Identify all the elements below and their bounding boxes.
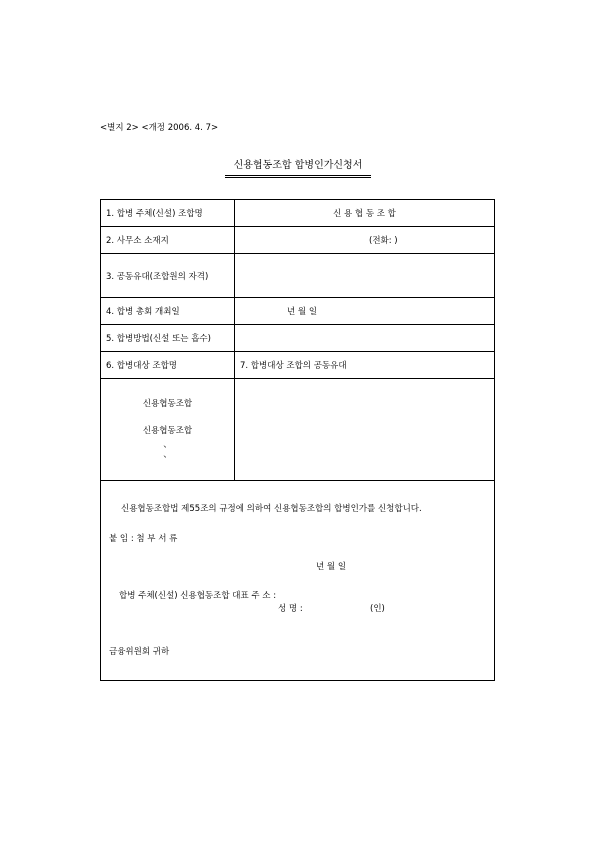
form-row-target-list	[101, 379, 495, 481]
addressee: 금융위원회 귀하	[109, 647, 170, 657]
applicant-name-label[interactable]: 성 명 :	[278, 604, 303, 614]
attachment-label: 붙 임 : 첨 부 서 류	[109, 534, 178, 544]
application-form-table	[100, 199, 495, 681]
form-row-common-bond	[101, 254, 495, 298]
date-placeholder: 년 월 일	[287, 307, 318, 317]
form-row-office-address	[101, 227, 495, 254]
field-label: 5. 합병방법(신설 또는 흡수)	[101, 325, 235, 352]
applicant-address-label[interactable]: 합병 주체(신설) 신용협동조합 대표 주 소 :	[119, 591, 277, 601]
phone-label: (전화: )	[369, 236, 398, 246]
signature-date[interactable]: 년 월 일	[316, 562, 347, 572]
declaration-statement: 신용협동조합법 제55조의 규정에 의하여 신용협동조합의 합병인가를 신청합니다.	[121, 504, 422, 514]
page-title: 신용협동조합 합병인가신청서	[225, 156, 371, 178]
field-label: 1. 합병 주체(신설) 조합명	[101, 200, 235, 227]
form-reference: <별지 2> <개정 2006. 4. 7>	[100, 123, 219, 133]
field-label: 6. 합병대상 조합명	[101, 352, 235, 379]
common-bond-field[interactable]	[235, 254, 495, 298]
form-row-declaration	[101, 481, 495, 681]
form-row-merger-method	[101, 325, 495, 352]
field-label: 3. 공동유대(조합원의 자격)	[101, 254, 235, 298]
form-row-union-name	[101, 200, 495, 227]
field-label: 4. 합병 총회 개최일	[101, 298, 235, 325]
form-row-meeting-date	[101, 298, 495, 325]
declaration-section	[101, 481, 495, 681]
list-item: 、	[163, 450, 172, 460]
list-item: 、	[163, 439, 172, 450]
office-address-field[interactable]	[235, 227, 495, 254]
target-common-bond-field[interactable]	[235, 379, 495, 481]
target-union-list[interactable]	[101, 379, 235, 481]
form-row-target-header	[101, 352, 495, 379]
target-common-bond-label: 7. 합병대상 조합의 공동유대	[235, 352, 495, 379]
list-item: 신용협동조합	[142, 426, 193, 436]
field-label: 2. 사무소 소재지	[101, 227, 235, 254]
merger-method-field[interactable]	[235, 325, 495, 352]
meeting-date-field[interactable]	[235, 298, 495, 325]
list-item: 신용협동조합	[142, 398, 193, 409]
union-name-field[interactable]: 신 용 협 동 조 합	[235, 200, 495, 227]
seal-mark: (인)	[370, 604, 385, 614]
